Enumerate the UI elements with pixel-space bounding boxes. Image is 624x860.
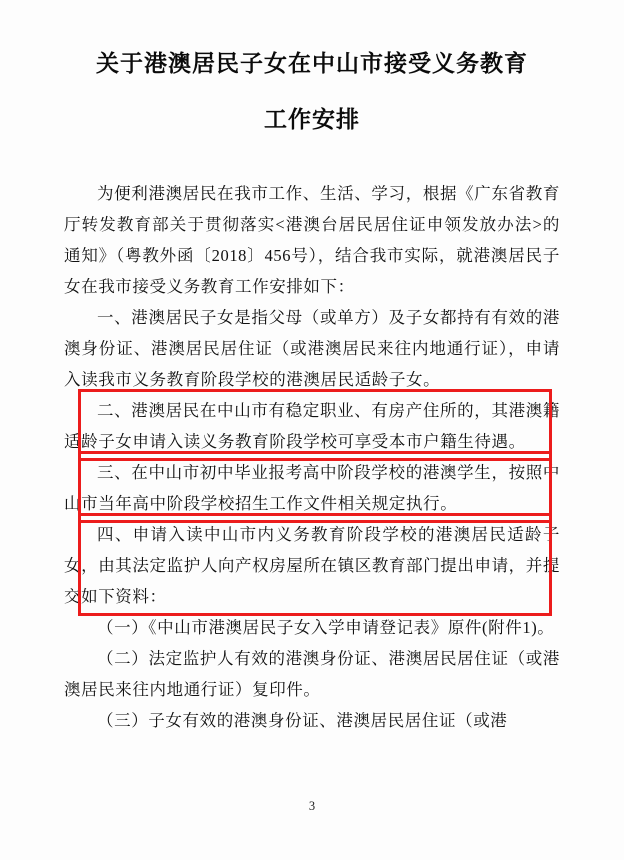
page-number: 3 bbox=[308, 799, 316, 813]
page-title-line-2: 工作安排 bbox=[264, 107, 360, 132]
paragraph-sub-3: （三）子女有效的港澳身份证、港澳居民居住证（或港 bbox=[97, 711, 508, 730]
highlight-group-item-4 bbox=[64, 519, 560, 612]
paragraph-item-1: 一、港澳居民子女是指父母（或单方）及子女都持有有效的港澳身份证、港澳居民居住证（或港澳居民来往内地通行证），申请入读我市义务教育阶段学校的港澳居民适龄子女。 bbox=[64, 308, 560, 389]
paragraph-intro: 为便利港澳居民在我市工作、生活、学习，根据《广东省教育厅转发教育部关于贯彻落实<港澳台居民居住证申领发放办法>的通知》（粤教外函〔2018〕456号），结合我市实际，就港澳居民子女在我市接受义务教育工作安排如下： bbox=[64, 184, 560, 296]
paragraph-item-4: 四、申请入读中山市内义务教育阶段学校的港澳居民适龄子女，由其法定监护人向产权房屋所在镇区教育部门提出申请，并提交如下资料： bbox=[64, 525, 560, 606]
paragraph-sub-2: （二）法定监护人有效的港澳身份证、港澳居民居住证（或港澳居民来往内地通行证）复印件。 bbox=[64, 649, 560, 699]
document-body bbox=[64, 178, 560, 736]
highlight-group-item-2 bbox=[64, 395, 560, 457]
paragraph-sub-1: （一）《中山市港澳居民子女入学申请登记表》原件(附件1)。 bbox=[97, 618, 555, 637]
highlight-group-item-3 bbox=[64, 457, 560, 519]
page-title-line-1: 关于港澳居民子女在中山市接受义务教育 bbox=[96, 51, 528, 76]
document-title-block bbox=[64, 0, 560, 142]
paragraph-item-2: 二、港澳居民在中山市有稳定职业、有房产住所的，其港澳籍适龄子女申请入读义务教育阶段学校可享受本市户籍生待遇。 bbox=[64, 401, 560, 451]
paragraph-item-3: 三、在中山市初中毕业报考高中阶段学校的港澳学生，按照中山市当年高中阶段学校招生工作文件相关规定执行。 bbox=[64, 463, 560, 513]
